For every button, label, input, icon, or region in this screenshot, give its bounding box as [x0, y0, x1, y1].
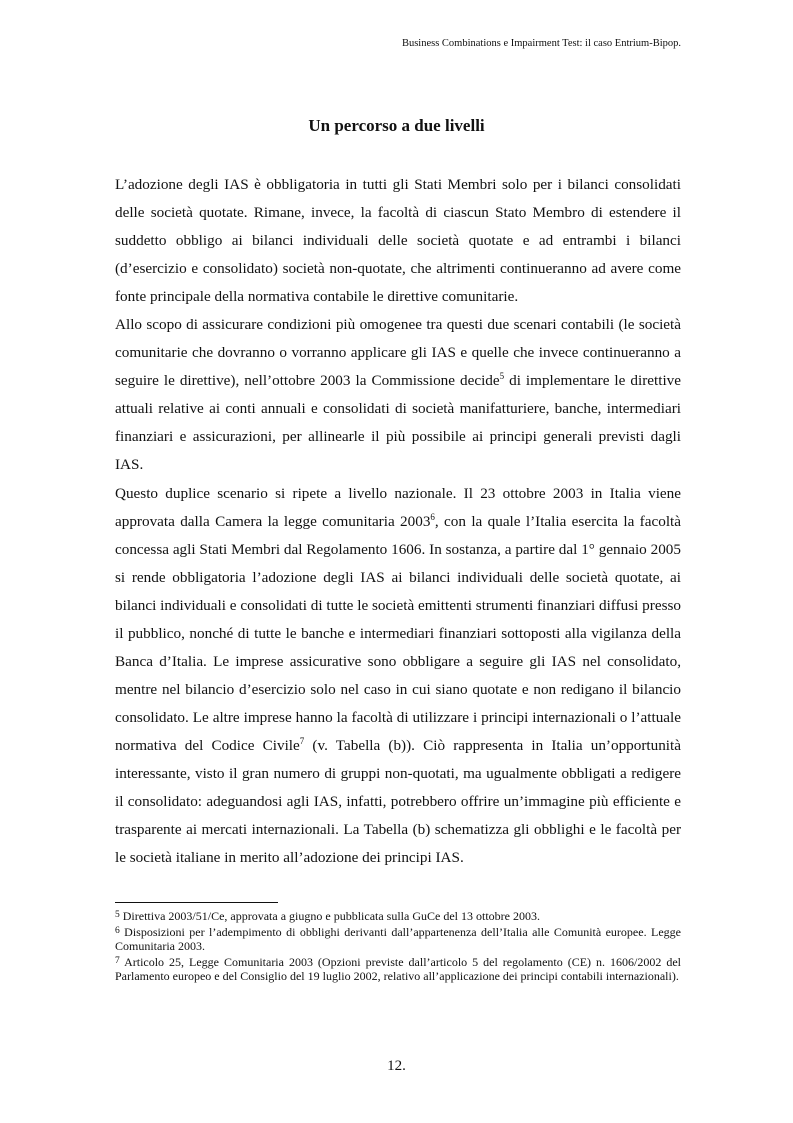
footnote-ref-5[interactable]: 5 [499, 371, 505, 382]
paragraph-3-text-b: , con la quale l’Italia esercita la facoltà concessa agli Stati Membri dal Regolamento 1606. In sostanza, a partire dal 1° gennaio 2005 si rende obbligatoria l’adozione degli IAS ai bilanci individuali delle società quotate, ai bilanci individuali e consolidati di tutte le società emittenti strumenti finanziari diffusi presso il pubblico, nonché di tutte le banche e intermediari finanziari sottoposti alla vigilanza della Banca d’Italia. Le imprese assicurative sono obbligare a seguire gli IAS nel consolidato, mentre nel bilancio d’esercizio solo nel caso in cui siano quotate e non redigano il bilancio consolidato. Le altre imprese hanno la facoltà di utilizzare i principi internazionali o l’attuale normativa del Codice Civile [115, 512, 681, 754]
running-header: Business Combinations e Impairment Test: il caso Entrium-Bipop. [401, 38, 681, 49]
paragraph-3-text-a: Questo duplice scenario si ripete a livello nazionale. Il 23 ottobre 2003 in Italia viene approvata dalla Camera la legge comunitaria 2003 [115, 484, 681, 530]
footnote-mark: 5 [115, 910, 120, 920]
paragraph-2 [115, 311, 681, 479]
section-title: Un percorso a due livelli [308, 116, 485, 135]
footnote-ref-6[interactable]: 6 [430, 511, 435, 522]
footnote-text: Direttiva 2003/51/Ce, approvata a giugno e pubblicata sulla GuCe del 13 ottobre 2003. [119, 909, 540, 923]
footnote-ref-7[interactable]: 7 [299, 735, 305, 746]
footnote-text: Disposizioni per l’adempimento di obblighi derivanti dall’appartenenza dell’Italia alle Comunità europee. Legge Comunitaria 2003. [115, 925, 681, 953]
footnote-mark: 7 [115, 956, 120, 966]
body-text [115, 171, 681, 872]
page-number: 12. [387, 1058, 406, 1074]
footnote-text: Articolo 25, Legge Comunitaria 2003 (Opzioni previste dall’articolo 5 del regolamento (CE) n. 1606/2002 del Parlamento europeo e del Consiglio del 19 luglio 2002, relativo all’applicazione dei principi contabili internazionali). [115, 955, 681, 983]
paragraph-2-text-a: Allo scopo di assicurare condizioni più omogenee tra questi due scenari contabili (le società comunitarie che dovranno o vorranno applicare gli IAS e quelle che invece continueranno a seguire le direttive), nell’ottobre 2003 la Commissione decide [115, 316, 681, 390]
footnote-5 [115, 908, 681, 923]
footnote-divider [115, 902, 278, 903]
footnote-7 [115, 954, 681, 983]
paragraph-1-text: L’adozione degli IAS è obbligatoria in tutti gli Stati Membri solo per i bilanci consolidati delle società quotate. Rimane, invece, la facoltà di ciascun Stato Membro di estendere il suddetto obbligo ai bilanci individuali delle società quotate e ad entrambi i bilanci (d’esercizio e consolidato) società non-quotate, che altrimenti continueranno ad avere come fonte principale della normativa contabile le direttive comunitarie. [115, 176, 681, 306]
paragraph-3 [115, 480, 681, 873]
paragraph-3-text-c: (v. Tabella (b)). Ciò rappresenta in Italia un’opportunità interessante, visto il gran numero di gruppi non-quotati, ma ugualmente obbligati a redigere il consolidato: adeguandosi agli IAS, infatti, potrebbero offrire un’immagine più efficiente e trasparente ai mercati internazionali. La Tabella (b) schematizza gli obblighi e le facoltà per le società italiane in merito all’adozione dei principi IAS. [115, 736, 681, 867]
paragraph-1 [115, 171, 681, 311]
footnote-mark: 6 [115, 926, 120, 936]
paragraph-2-text-b: di implementare le direttive attuali relative ai conti annuali e consolidati di società manifatturiere, banche, intermediari finanziari e assicurazioni, per allinearle il più possibile ai principi generali previsti dagli IAS. [115, 372, 681, 474]
footnotes [115, 908, 681, 984]
footnote-6 [115, 924, 681, 953]
